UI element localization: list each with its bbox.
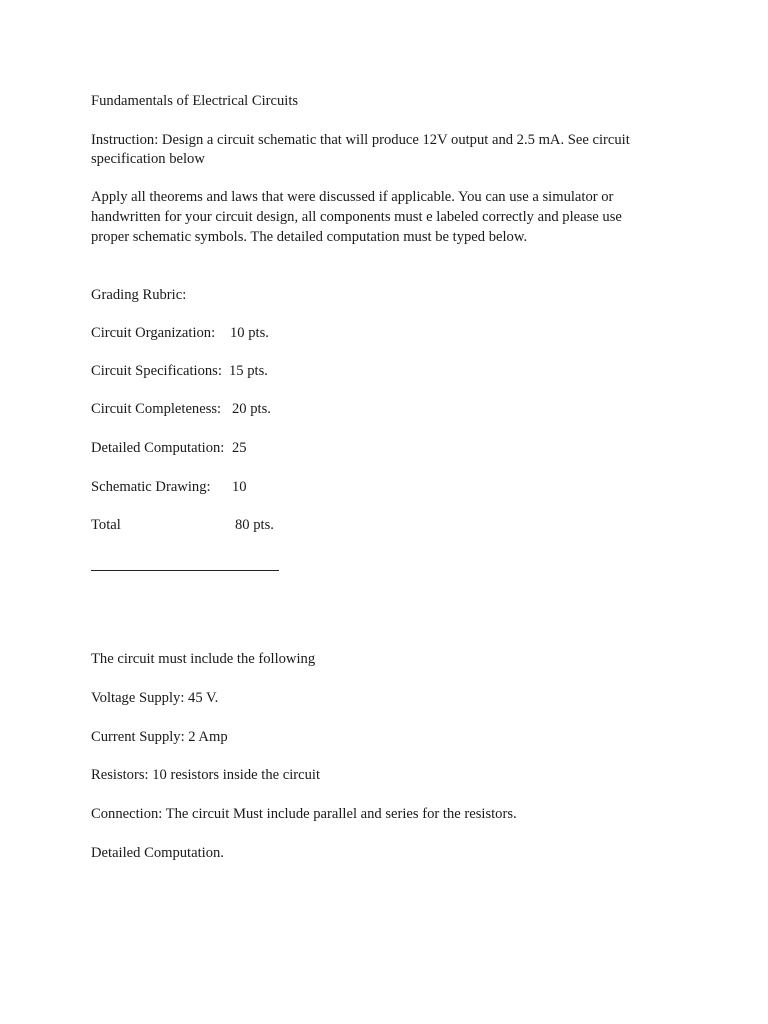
rubric-value: 15 pts. bbox=[229, 363, 268, 379]
requirement-connection: Connection: The circuit Must include parallel and series for the resistors. bbox=[91, 806, 517, 822]
rubric-value: 10 pts. bbox=[230, 325, 269, 341]
rubric-row-total bbox=[91, 516, 274, 536]
rubric-label: Circuit Specifications: bbox=[91, 363, 222, 379]
rubric-row-organization bbox=[91, 324, 269, 344]
rubric-value: 10 bbox=[232, 479, 247, 495]
requirement-resistors: Resistors: 10 resistors inside the circuit bbox=[91, 767, 321, 783]
separator-rule bbox=[91, 570, 279, 571]
rubric-label: Schematic Drawing: bbox=[91, 479, 211, 495]
instruction-line-2: specification below bbox=[91, 151, 205, 167]
instruction-line-1: Instruction: Design a circuit schematic that will produce 12V output and 2.5 mA. See circuit bbox=[91, 132, 630, 148]
requirement-current: Current Supply: 2 Amp bbox=[91, 729, 228, 745]
rubric-row-completeness bbox=[91, 400, 271, 420]
rubric-value: 20 pts. bbox=[232, 401, 271, 417]
apply-line-2: handwritten for your circuit design, all components must e labeled correctly and please use bbox=[91, 209, 622, 225]
requirement-computation: Detailed Computation. bbox=[91, 845, 224, 861]
rubric-value: 80 pts. bbox=[235, 517, 274, 533]
rubric-label: Detailed Computation: bbox=[91, 440, 225, 456]
rubric-label: Circuit Organization: bbox=[91, 325, 216, 341]
rubric-label: Total bbox=[91, 517, 121, 533]
rubric-row-specifications bbox=[91, 362, 268, 382]
apply-line-3: proper schematic symbols. The detailed computation must be typed below. bbox=[91, 229, 528, 245]
rubric-heading: Grading Rubric: bbox=[91, 287, 187, 303]
document-title: Fundamentals of Electrical Circuits bbox=[91, 93, 299, 109]
apply-line-1: Apply all theorems and laws that were discussed if applicable. You can use a simulator or bbox=[91, 189, 614, 205]
rubric-row-schematic bbox=[91, 478, 247, 498]
rubric-row-computation bbox=[91, 439, 247, 459]
rubric-label: Circuit Completeness: bbox=[91, 401, 222, 417]
rubric-value: 25 bbox=[232, 440, 247, 456]
requirement-voltage: Voltage Supply: 45 V. bbox=[91, 690, 219, 706]
requirements-heading: The circuit must include the following bbox=[91, 651, 316, 667]
